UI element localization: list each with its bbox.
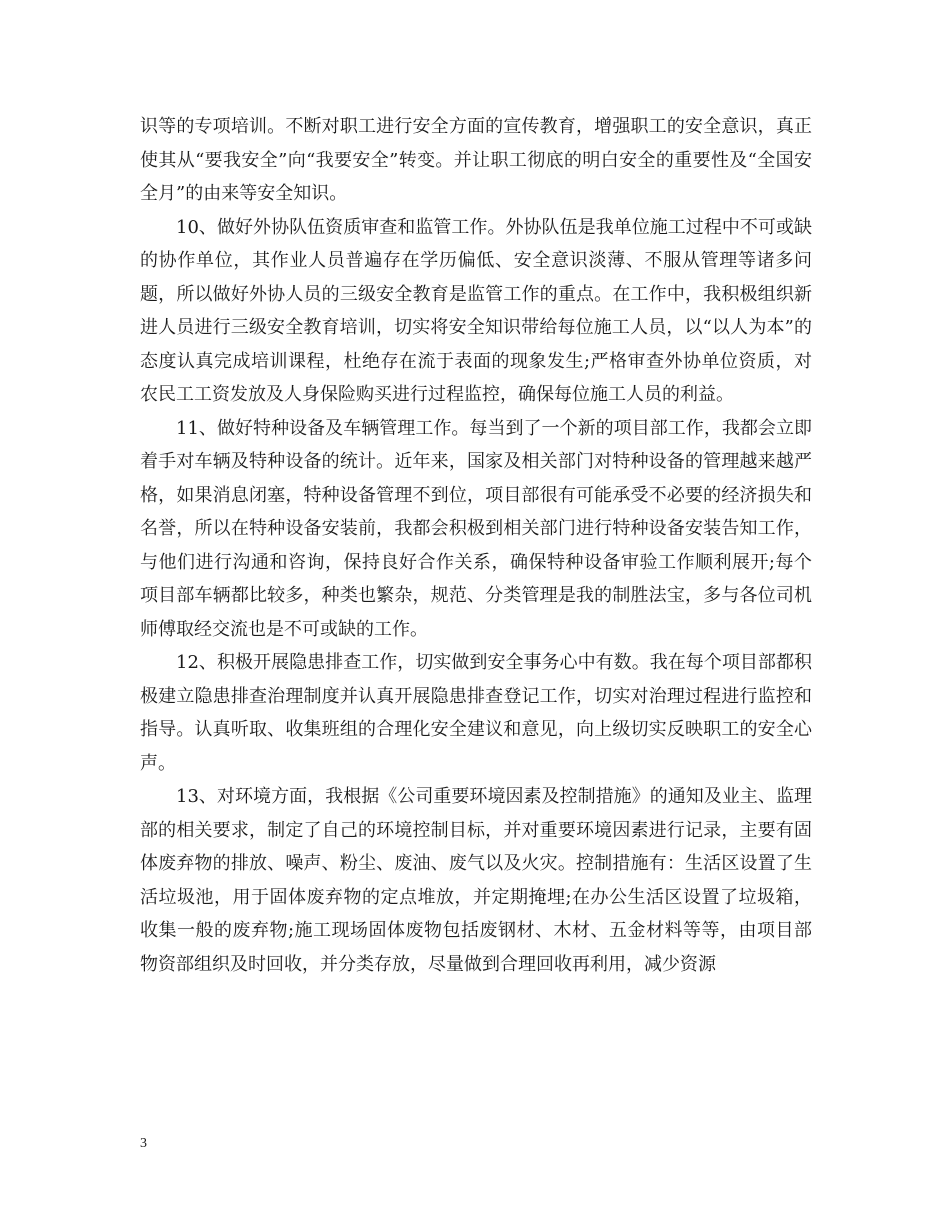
paragraph-continuation: 识等的专项培训。不断对职工进行安全方面的宣传教育，增强职工的安全意识，真正使其从“要我安全”向“我要安全”转变。并让职工彻底的明白安全的重要性及“全国安全月”的由来等安全知识。 <box>140 116 812 204</box>
page-number: 3 <box>140 1136 147 1151</box>
paragraph-item-11: 11、做好特种设备及车辆管理工作。每当到了一个新的项目部工作，我都会立即着手对车辆及特种设备的统计。近年来，国家及相关部门对特种设备的管理越来越严格，如果消息闭塞，特种设备管理不到位，项目部很有可能承受不必要的经济损失和名誉，所以在特种设备安装前，我都会积极到相关部门进行特种设备安装告知工作，与他们进行沟通和咨询，保持良好合作关系，确保特种设备审验工作顺利展开;每个项目部车辆都比较多，种类也繁杂，规范、分类管理是我的制胜法宝，多与各位司机师傅取经交流也是不可或缺的工作。 <box>140 417 812 640</box>
paragraph-item-13: 13、对环境方面，我根据《公司重要环境因素及控制措施》的通知及业主、监理部的相关要求，制定了自己的环境控制目标，并对重要环境因素进行记录，主要有固体废弃物的排放、噪声、粉尘、废油、废气以及火灾。控制措施有：生活区设置了生活垃圾池，用于固体废弃物的定点堆放，并定期掩埋;在办公生活区设置了垃圾箱，收集一般的废弃物;施工现场固体废物包括废钢材、木材、五金材料等等，由项目部物资部组织及时回收，并分类存放，尽量做到合理回收再利用，减少资源 <box>140 786 812 975</box>
paragraph-item-12: 12、积极开展隐患排查工作，切实做到安全事务心中有数。我在每个项目部都积极建立隐患排查治理制度并认真开展隐患排查登记工作，切实对治理过程进行监控和指导。认真听取、收集班组的合理化安全建议和意见，向上级切实反映职工的安全心声。 <box>140 652 812 774</box>
paragraph-item-10: 10、做好外协队伍资质审查和监管工作。外协队伍是我单位施工过程中不可或缺的协作单位，其作业人员普遍存在学历偏低、安全意识淡薄、不服从管理等诸多问题，所以做好外协人员的三级安全教育是监管工作的重点。在工作中，我积极组织新进人员进行三级安全教育培训，切实将安全知识带给每位施工人员，以“以人为本”的态度认真完成培训课程，杜绝存在流于表面的现象发生;严格审查外协单位资质，对农民工工资发放及人身保险购买进行过程监控，确保每位施工人员的利益。 <box>140 216 812 405</box>
body-text <box>140 110 812 981</box>
